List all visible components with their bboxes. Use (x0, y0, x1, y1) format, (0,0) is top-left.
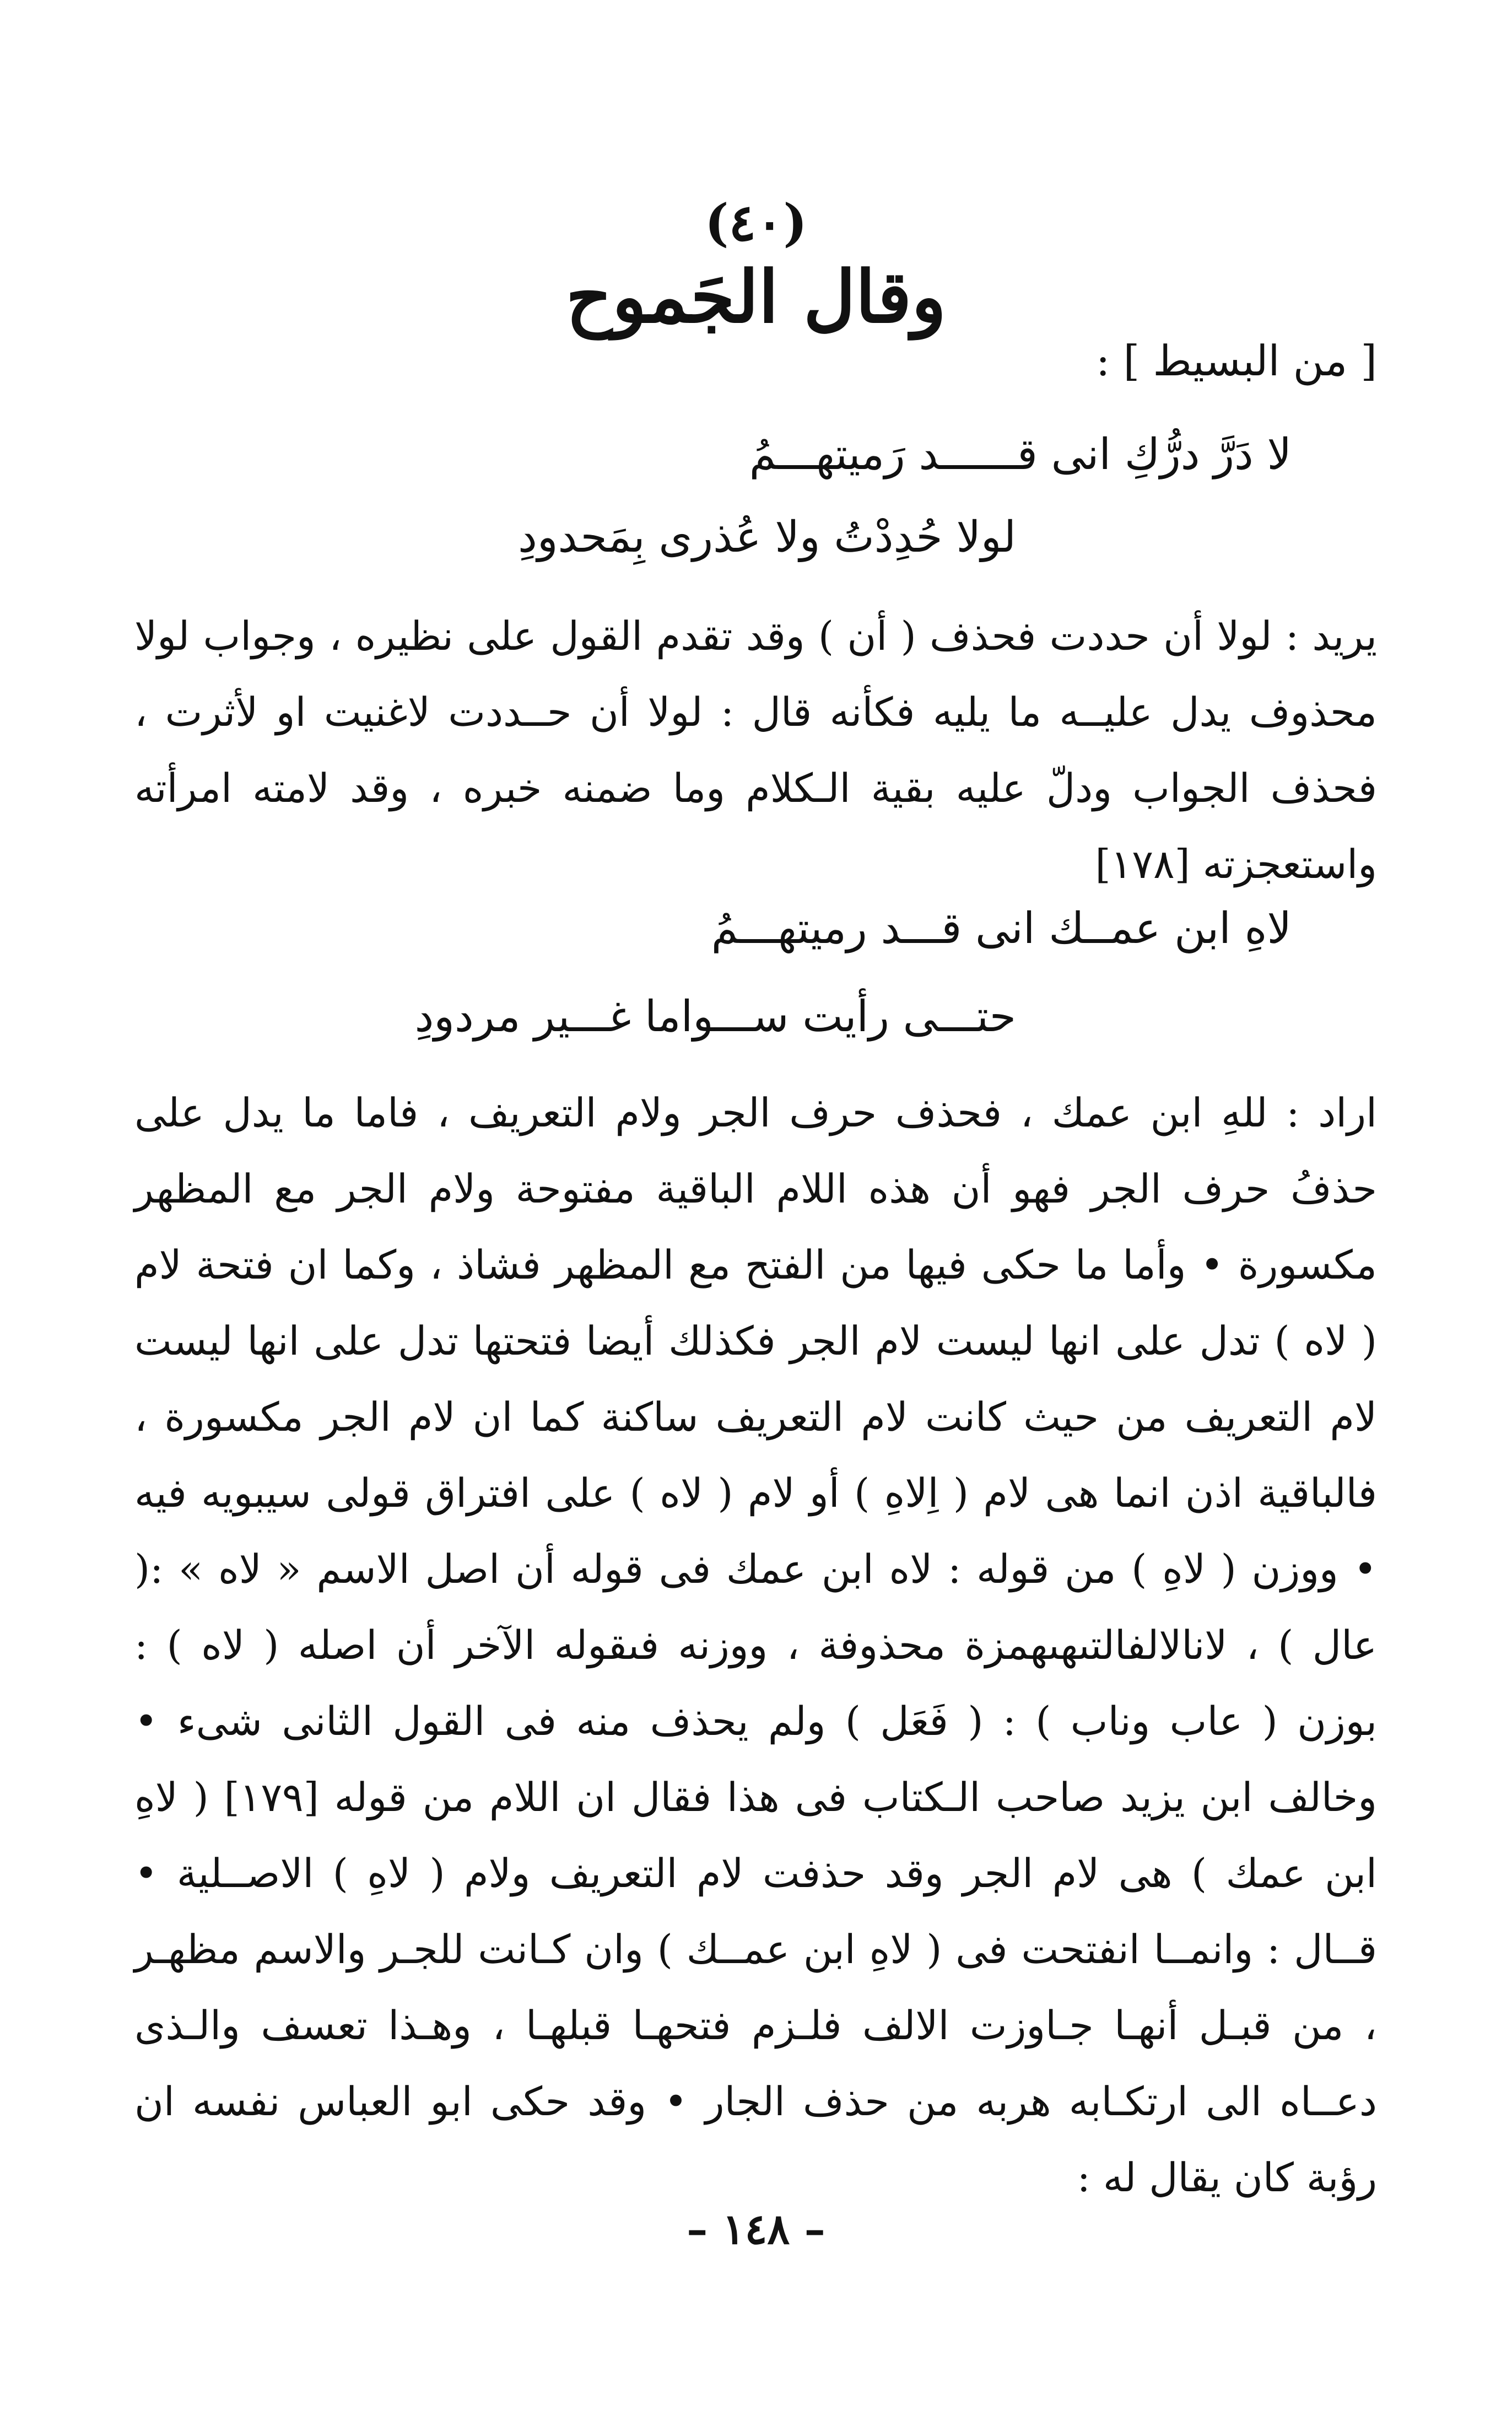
meter-label: [ من البسيط ] : (1095, 336, 1377, 385)
verse-line: حتـــى رأيت ســـواما غـــير مردودِ (414, 992, 1016, 1042)
poem-title: وقال الجَموح (565, 255, 947, 339)
poem-number: (٤٠) (705, 193, 807, 252)
commentary-paragraph: اراد : للهِ ابن عمك ، فحذف حرف الجر ولام التعريف ، فاما ما يدل على حذفُ حرف الجر فهو أن هذه اللام الباقية مفتوحة ولام الجر مع المظهر مكسورة • وأما ما حكى فيها من الفتح مع المظهر فشاذ ، وكما ان فتحة لام ( لاه ) تدل على انها ليست لام الجر فكذلك أيضا فتحتها تدل على انها ليست لام التعريف من حيث كانت لام التعريف ساكنة كما ان لام الجر مكسورة ، فالباقية اذن انما هى لام ( اِلاهِ ) أو لام ( لاه ) على افتراق قولى سيبويه فيه • ووزن ( لاهِ ) من قوله : لاه ابن عمك فى قوله أن اصل الاسم « لاه » :( عال ) ، لانالالفالتىهىهمزة محذوفة ، ووزنه فىقوله الآخر أن اصله ( لاه ) : بوزن ( عاب وناب ) : ( فَعَل ) ولم يحذف منه فى القول الثانى شىء • وخالف ابن يزيد صاحب الـكتاب فى هذا فقال ان اللام من قوله [١٧٩] ( لاهِ ابن عمك ) هى لام الجر وقد حذفت لام التعريف ولام ( لاهِ ) الاصــلية • قــال : وانمــا انفتحت فى ( لاهِ ابن عمــك ) وان كـانت للجـر والاسم مظهـر ، من قبـل أنهـا جـاوزت الالف فلـزم فتحهـا قبلهـا ، وهـذا تعسف والـذى دعــاه الى ارتكـابه هربه من حذف الجار • وقد حكى ابو العباس نفسه ان رؤبة كان يقال له : (134, 1090, 1378, 2201)
verse-line: لولا حُدِدْتُ ولا عُذرى بِمَحدودِ (518, 513, 1016, 562)
commentary-paragraph: يريد : لولا أن حددت فحذف ( أن ) وقد تقدم القول على نظيره ، وجواب لولا محذوف يدل عليــه ما يليه فكأنه قال : لولا أن حــددت لاغنيت او لأثرت ، فحذف الجواب ودلّ عليه بقية الـكلام وما ضمنه خبره ، وقد لامته امرأته واستعجزته [١٧٨] (134, 613, 1377, 887)
page-number: – ١٤٨ – (687, 2204, 825, 2254)
verse-line: لاهِ ابن عمــك انى قـــد رميتهـــمُ (711, 904, 1292, 953)
verse-line: لا دَرَّ درُّكِ انى قــــــد رَميتهـــمُ (749, 430, 1292, 479)
